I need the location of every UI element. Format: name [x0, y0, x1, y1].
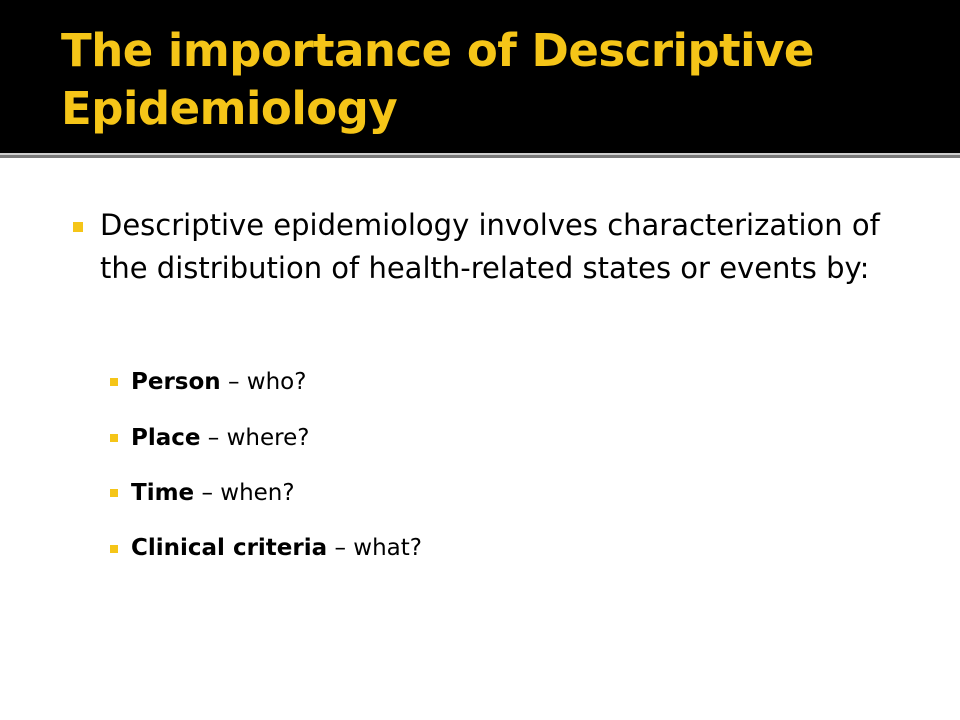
- sub-bullet-square-icon: [110, 378, 118, 386]
- title-band: [0, 0, 960, 153]
- sub-bullet-rest: – when?: [194, 480, 295, 506]
- sub-bullet-clinical-criteria: [131, 533, 422, 563]
- main-bullet-text: Descriptive epidemiology involves characterization of the distribution of health-related states or events by:: [100, 208, 880, 285]
- sub-bullet-term: Time: [131, 480, 195, 506]
- sub-bullet-square-icon: [110, 545, 118, 553]
- title-divider-dark: [0, 155, 960, 158]
- bullet-square-icon: [73, 222, 83, 232]
- sub-bullet-rest: – where?: [200, 425, 310, 451]
- sub-bullet-time: [131, 478, 295, 508]
- sub-bullet-person: [131, 367, 306, 397]
- sub-bullet-place: [131, 423, 309, 453]
- sub-bullet-square-icon: [110, 434, 118, 442]
- sub-bullet-term: Person: [131, 369, 221, 395]
- sub-bullet-term: Clinical criteria: [131, 535, 328, 561]
- sub-bullet-rest: – what?: [327, 535, 422, 561]
- sub-bullet-term: Place: [131, 425, 201, 451]
- sub-bullet-rest: – who?: [220, 369, 307, 395]
- slide-title: The importance of Descriptive Epidemiology: [61, 24, 814, 135]
- sub-bullet-square-icon: [110, 489, 118, 497]
